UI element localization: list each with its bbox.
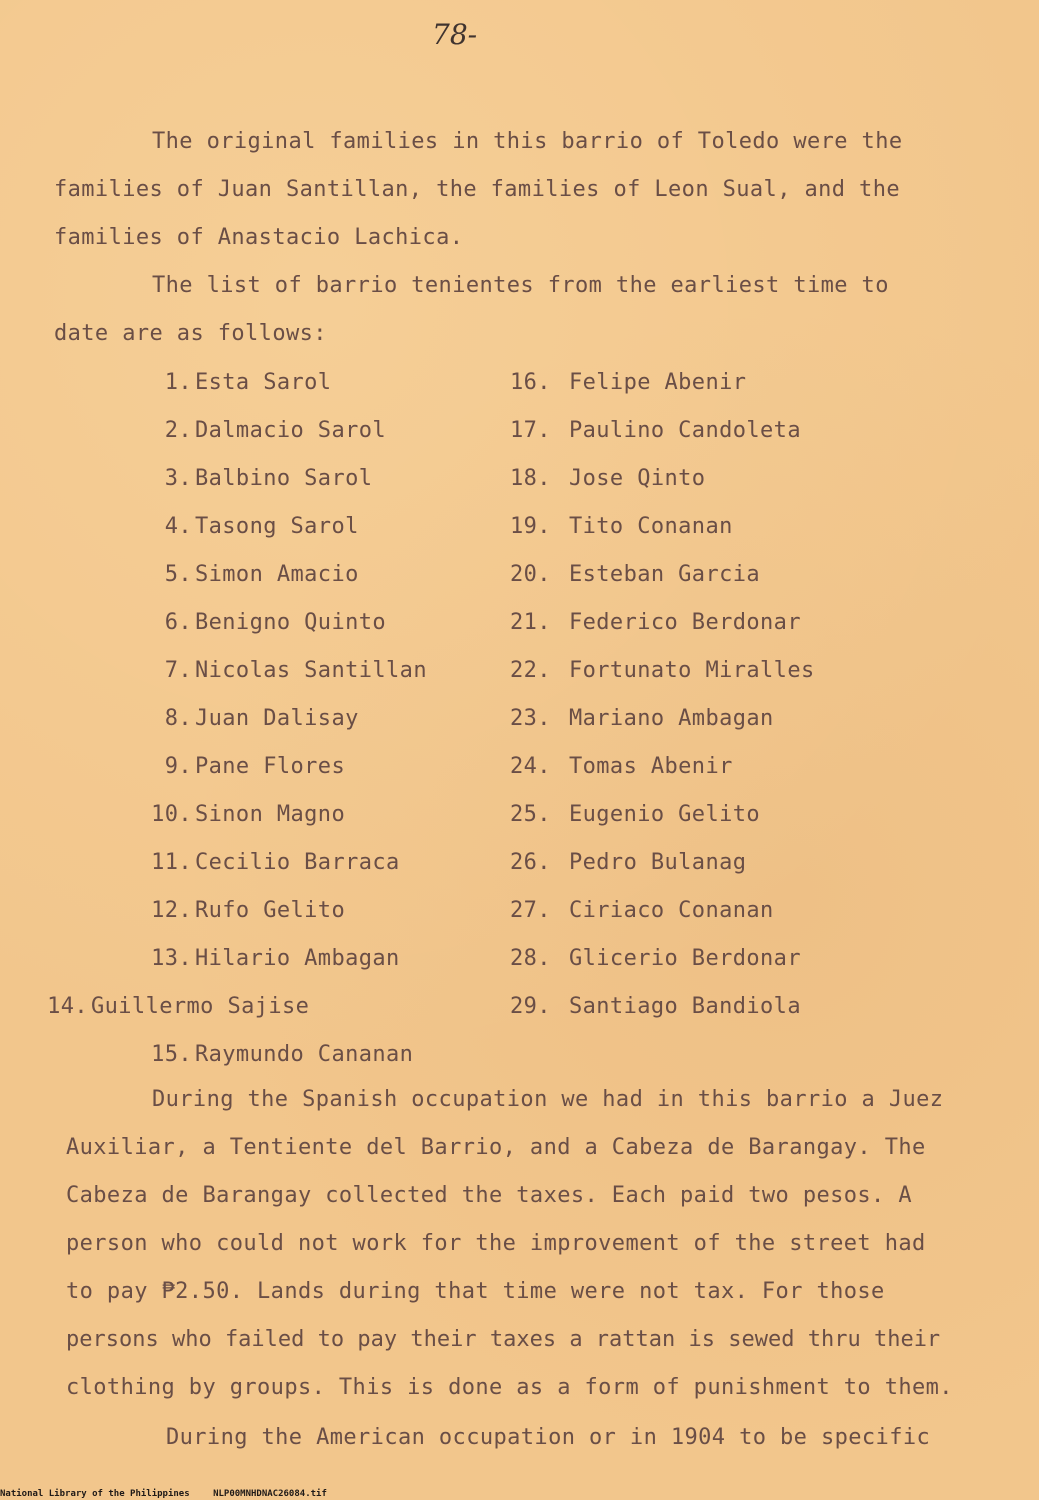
list-item-name: Guillermo Sajise [91,994,310,1019]
list-item-name: Jose Qinto [569,466,706,491]
paragraph-3-line-5: to pay ₱2.50. Lands during that time were not tax. For those [66,1279,885,1304]
tenientes-list-right [510,367,870,1039]
list-item [510,655,870,703]
list-item-name: Glicerio Berdonar [569,946,801,971]
list-item-name: Ciriaco Conanan [569,898,774,923]
list-item [92,847,452,895]
list-item-name: Hilario Ambagan [195,946,400,971]
tenientes-list-left [47,367,452,1087]
list-item-name: Simon Amacio [195,562,359,587]
list-item-name: Dalmacio Sarol [195,418,387,443]
list-item [510,703,870,751]
list-item [92,751,452,799]
paragraph-1-line-3: families of Anastacio Lachica. [54,225,464,250]
list-item-number: 9. [164,754,192,779]
list-item [510,463,870,511]
scan-footer [0,1489,345,1499]
list-item [510,559,870,607]
paragraph-3-line-7: clothing by groups. This is done as a form of punishment to them. [66,1375,953,1400]
list-item [92,895,452,943]
list-item [92,799,452,847]
list-item-name: Nicolas Santillan [195,658,427,683]
list-item [510,847,870,895]
list-item-number: 25. [510,802,551,827]
paragraph-3-line-6: persons who failed to pay their taxes a rattan is sewed thru their [66,1327,941,1352]
list-item-name: Balbino Sarol [195,466,373,491]
list-item-name: Juan Dalisay [195,706,359,731]
list-item-number: 11. [151,850,192,875]
list-item-number: 8. [164,706,192,731]
list-item [92,511,452,559]
list-item [92,367,452,415]
list-item [92,943,452,991]
list-item-name: Mariano Ambagan [569,706,774,731]
list-item-number: 17. [510,418,551,443]
list-item-number: 23. [510,706,551,731]
list-item [92,607,452,655]
list-item-name: Tomas Abenir [569,754,733,779]
list-item-name: Santiago Bandiola [569,994,801,1019]
list-item-name: Esteban Garcia [569,562,761,587]
list-item-number: 4. [164,514,192,539]
list-item [40,991,452,1039]
list-item [510,991,870,1039]
list-item [510,751,870,799]
list-item-name: Tasong Sarol [195,514,359,539]
list-item-number: 13. [151,946,192,971]
list-item [92,655,452,703]
list-item-name: Sinon Magno [195,802,346,827]
footer-filename: NLP00MNHDNAC26084.tif [213,1489,327,1499]
paragraph-2-line-1: The list of barrio tenientes from the earliest time to [152,273,889,298]
list-item-number: 2. [164,418,192,443]
page-number: 78- [432,18,478,51]
list-item-name: Rufo Gelito [195,898,346,923]
list-item-number: 18. [510,466,551,491]
list-item-number: 24. [510,754,551,779]
list-item [92,463,452,511]
paragraph-4-line-1: During the American occupation or in 1904 to be specific [166,1425,931,1450]
list-item [92,703,452,751]
list-item-number: 26. [510,850,551,875]
list-item-name: Fortunato Miralles [569,658,815,683]
list-item-name: Eugenio Gelito [569,802,761,827]
list-item-name: Felipe Abenir [569,370,747,395]
paragraph-2-line-2: date are as follows: [54,321,327,346]
list-item-name: Raymundo Cananan [195,1042,414,1067]
list-item-number: 21. [510,610,551,635]
list-item [510,895,870,943]
list-item-number: 20. [510,562,551,587]
paragraph-3-line-1: During the Spanish occupation we had in this barrio a Juez [152,1087,944,1112]
list-item-number: 29. [510,994,551,1019]
list-item [92,559,452,607]
list-item-number: 27. [510,898,551,923]
list-item [510,367,870,415]
list-item-name: Pedro Bulanag [569,850,747,875]
list-item-number: 28. [510,946,551,971]
list-item-number: 1. [164,370,192,395]
list-item [92,415,452,463]
list-item [510,943,870,991]
list-item-number: 6. [164,610,192,635]
list-item-number: 14. [47,994,88,1019]
list-item-number: 15. [151,1042,192,1067]
list-item-name: Pane Flores [195,754,346,779]
list-item-number: 19. [510,514,551,539]
list-item-number: 16. [510,370,551,395]
list-item-number: 3. [164,466,192,491]
list-item-name: Benigno Quinto [195,610,387,635]
footer-library: National Library of the Philippines [0,1489,190,1499]
list-item-number: 10. [151,802,192,827]
paragraph-1-line-2: families of Juan Santillan, the families of Leon Sual, and the [54,177,900,202]
list-item-name: Esta Sarol [195,370,332,395]
list-item [510,607,870,655]
list-item-number: 12. [151,898,192,923]
list-item [510,511,870,559]
list-item-name: Cecilio Barraca [195,850,400,875]
list-item [92,1039,452,1087]
paragraph-1-line-1: The original families in this barrio of Toledo were the [152,129,903,154]
list-item-number: 7. [164,658,192,683]
list-item-name: Federico Berdonar [569,610,801,635]
paragraph-3-line-4: person who could not work for the improvement of the street had [66,1231,926,1256]
list-item-number: 5. [164,562,192,587]
paragraph-3-line-2: Auxiliar, a Tentiente del Barrio, and a Cabeza de Barangay. The [66,1135,926,1160]
list-item-name: Tito Conanan [569,514,733,539]
paragraph-3-line-3: Cabeza de Barangay collected the taxes. Each paid two pesos. A [66,1183,912,1208]
list-item-name: Paulino Candoleta [569,418,801,443]
list-item [510,415,870,463]
list-item [510,799,870,847]
list-item-number: 22. [510,658,551,683]
